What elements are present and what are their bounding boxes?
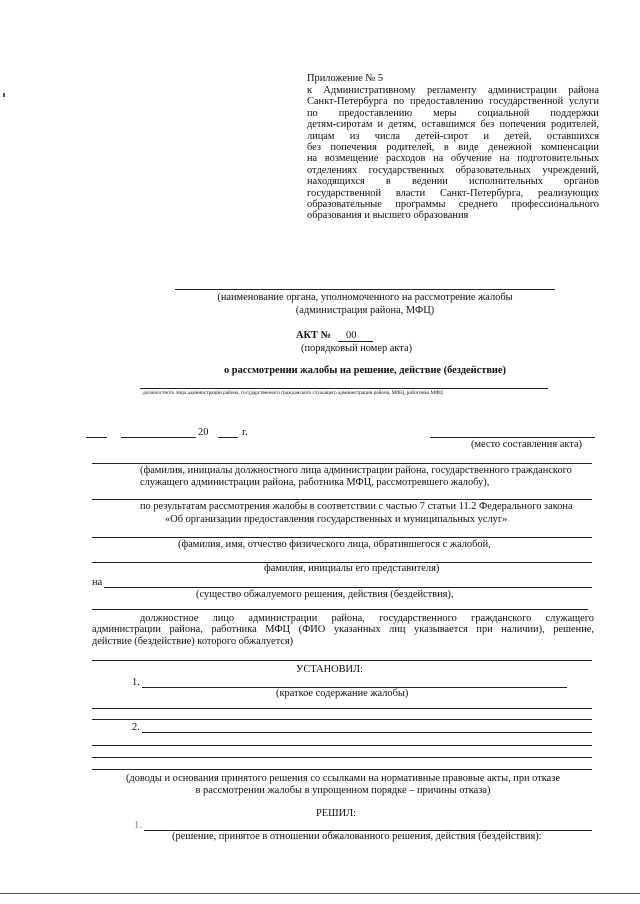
date-year-suffix: г. <box>242 427 248 438</box>
applicant-caption: (фамилия, имя, отчество физического лица, обратившегося с жалобой, <box>178 539 491 550</box>
place-line <box>430 437 595 438</box>
appendix-line: к Административному регламенту администрации района <box>307 85 599 96</box>
appeal-paragraph-line: должностное лицо администрации района, государственного гражданского служащего <box>140 613 594 624</box>
appendix-line: Санкт-Петербурга по предоставлению государственной услуги <box>307 96 599 108</box>
appendix-line: детям-сиротам и детям, оставшимся без попечения родителей, <box>307 119 599 131</box>
organ-caption: (наименование органа, уполномоченного на рассмотрение жалобы <box>217 292 513 303</box>
established-item-1-caption: (краткое содержание жалобы) <box>276 688 409 699</box>
appendix-line: без попечения родителей, в виде денежной компенсации <box>307 142 599 154</box>
date-day-line <box>86 437 107 438</box>
established-blank-line <box>92 708 592 709</box>
established-blank-line <box>92 757 592 758</box>
reviewer-line <box>92 463 592 464</box>
established-item-2: 2. <box>132 722 140 733</box>
appendix-line: на возмещение расходов на обучение на подготовительных <box>307 153 599 165</box>
act-number: 00 <box>346 330 357 341</box>
reviewer-caption-2: служащего администрации района, работника МФЦ, рассмотревшего жалобу), <box>140 477 490 488</box>
official-line <box>140 388 548 389</box>
act-number-caption: (порядковый номер акта) <box>301 343 413 354</box>
appeal-paragraph-line: действие (бездействие) которого обжалуется) <box>92 635 294 647</box>
decided-caption: (решение, принятое в отношении обжалованного решения, действия (бездействия): <box>172 831 542 842</box>
act-label: АКТ № <box>296 330 332 341</box>
official-caption: должностного лица администрации района, государственного гражданского служащего администрации района, МФЦ, работника МФЦ <box>143 390 443 396</box>
appeal-paragraph-line: администрации района, работника МФЦ (ФИО указанных лиц указывается при наличии), решение, <box>92 624 594 636</box>
applicant-line <box>92 537 592 538</box>
scan-mark <box>3 93 5 97</box>
established-blank-line <box>92 719 592 720</box>
appendix-line: государственной власти Санкт-Петербурга, реализующих <box>307 187 599 199</box>
established-heading: УСТАНОВИЛ: <box>296 664 363 675</box>
appendix-line: отделениях государственных образовательных учреждений, <box>307 164 599 176</box>
date-year-prefix: 20 <box>198 427 209 438</box>
scan-edge <box>0 893 640 894</box>
organ-caption-2: (администрация района, МФЦ) <box>295 305 435 316</box>
appendix-line: по предоставлению меры социальной поддержки <box>307 107 599 119</box>
established-blank-line <box>92 769 592 770</box>
established-item-1: 1. <box>132 677 140 688</box>
reviewer-caption: (фамилия, инициалы должностного лица администрации района, государственного гражданского <box>140 465 572 476</box>
appeal-line-2 <box>92 609 588 610</box>
appendix-line: находящихся в ведении исполнительных органов <box>307 176 599 188</box>
organ-name-line <box>175 289 555 290</box>
appeal-paragraph <box>92 613 594 647</box>
grounds-caption-2: в рассмотрении жалобы в упрощенном порядке – причины отказа) <box>195 785 491 796</box>
place-caption: (место составления акта) <box>471 439 582 450</box>
appendix-line: образовательные программы среднего профессионального <box>307 199 599 211</box>
appeal-end-line <box>92 660 592 661</box>
date-month-line <box>121 437 196 438</box>
appeal-line <box>104 587 592 588</box>
date-year-line <box>218 437 238 438</box>
decided-item-1: 1. <box>134 820 142 831</box>
representative-caption: фамилия, инициалы его представителя) <box>264 563 440 574</box>
basis-text: по результатам рассмотрения жалобы в соответствии с частью 7 статьи 11.2 Федерального закона <box>140 501 573 512</box>
established-blank-line <box>92 745 592 746</box>
established-item-2-line <box>142 732 592 733</box>
appendix-title: Приложение № 5 <box>307 73 384 84</box>
appendix-text <box>307 85 599 222</box>
grounds-caption: (доводы и основания принятого решения со ссылками на нормативные правовые акты, при отказе <box>125 773 561 784</box>
appendix-line: образования и высшего образования <box>307 210 469 222</box>
appendix-line: лицам из числа детей-сирот и детей, оставшихся <box>307 130 599 142</box>
basis-text-2: «Об организации предоставления государственных и муниципальных услуг» <box>165 514 508 525</box>
appeal-caption: (существо обжалуемого решения, действия (бездействия), <box>196 589 454 600</box>
act-number-line <box>338 341 373 342</box>
decided-heading: РЕШИЛ: <box>316 808 357 819</box>
basis-line <box>92 499 592 500</box>
appeal-prefix: на <box>92 577 103 588</box>
act-subject: о рассмотрении жалобы на решение, действие (бездействие) <box>224 365 506 376</box>
